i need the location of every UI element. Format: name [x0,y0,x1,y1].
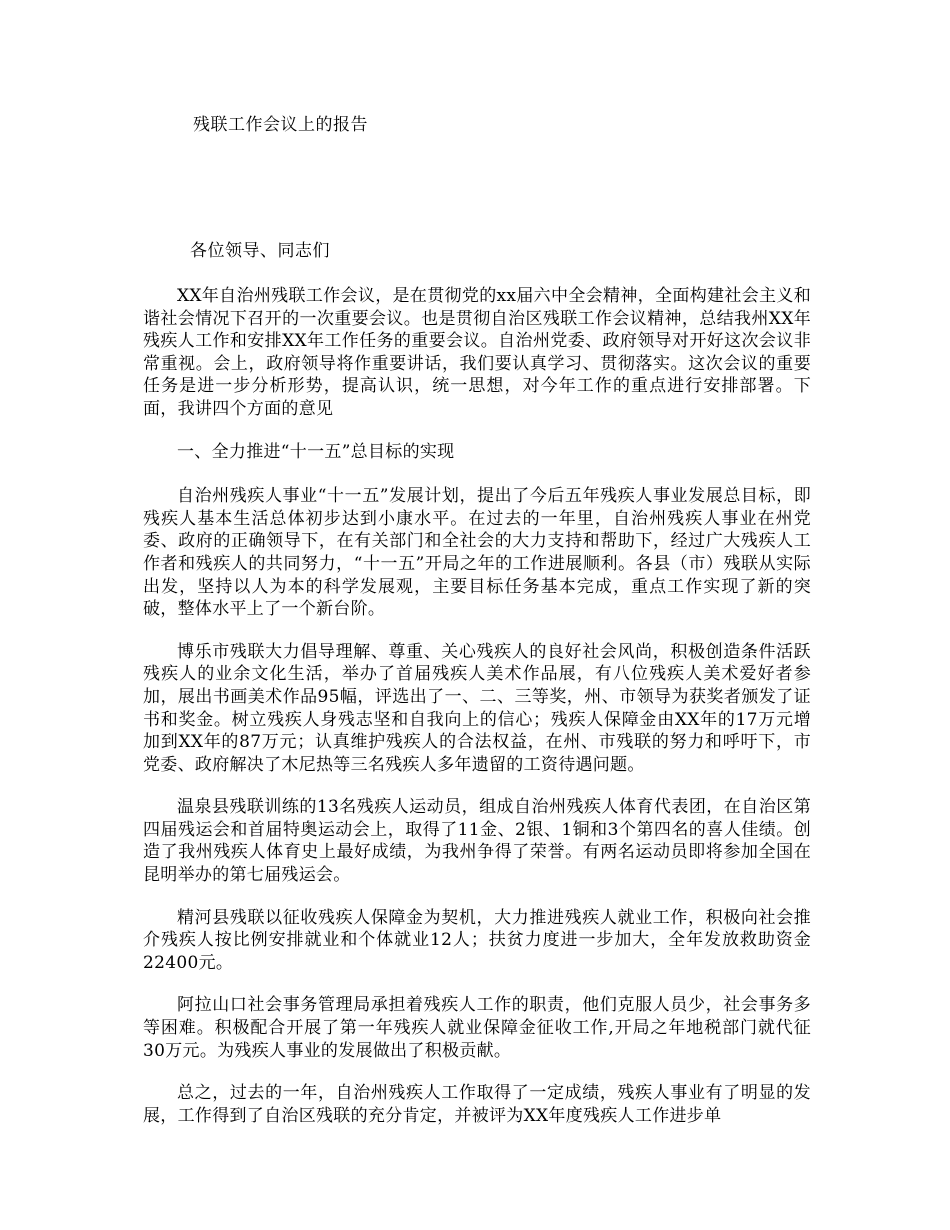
paragraph-wenquan: 温泉县残联训练的13名残疾人运动员，组成自治州残疾人体育代表团，在自治区第四届残运会和首届特奥运动会上，取得了11金、2银、1铜和3个第四名的喜人佳绩。创造了我州残疾人体育史上最好成绩，为我州争得了荣誉。有两名运动员即将参加全国在昆明举办的第七届残运会。 [143,797,811,886]
paragraph-summary: 总之，过去的一年，自治州残疾人工作取得了一定成绩，残疾人事业有了明显的发展，工作得到了自治区残联的充分肯定，并被评为XX年度残疾人工作进步单 [143,1083,811,1126]
paragraph-intro: XX年自治州残联工作会议，是在贯彻党的xx届六中全会精神，全面构建社会主义和谐社会情况下召开的一次重要会议。也是贯彻自治区残联工作会议精神，总结我州XX年残疾人工作和安排XX年工作任务的重要会议。自治州党委、政府领导对开好这次会议非常重视。会上，政府领导将作重要讲话，我们要认真学习、贯彻落实。这次会议的重要任务是进一步分析形势，提高认识，统一思想，对今年工作的重点进行安排部署。下面，我讲四个方面的意见 [143,286,811,419]
section-heading-1: 一、全力推进“十一五”总目标的实现 [177,441,455,462]
paragraph-alashankou: 阿拉山口社会事务管理局承担着残疾人工作的职责，他们克服人员少，社会事务多等困难。积极配合开展了第一年残疾人就业保障金征收工作,开局之年地税部门就代征30万元。为残疾人事业的发展做出了积极贡献。 [143,995,811,1061]
paragraph-jinghe: 精河县残联以征收残疾人保障金为契机，大力推进残疾人就业工作，积极向社会推介残疾人按比例安排就业和个体就业12人；扶贫力度进一步加大，全年发放救助资金22400元。 [143,907,811,973]
salutation: 各位领导、同志们 [190,241,330,261]
document-title: 残联工作会议上的报告 [193,115,368,135]
document-body [143,285,811,1147]
paragraph-goals: 自治州残疾人事业“十一五”发展计划，提出了今后五年残疾人事业发展总目标，即残疾人基本生活总体初步达到小康水平。在过去的一年里，自治州残疾人事业在州党委、政府的正确领导下，在有关部门和全社会的大力支持和帮助下，经过广大残疾人工作者和残疾人的共同努力，“十一五”开局之年的工作进展顺利。各县（市）残联从实际出发，坚持以人为本的科学发展观，主要目标任务基本完成，重点工作实现了新的突破，整体水平上了一个新台阶。 [143,486,811,620]
paragraph-bole: 博乐市残联大力倡导理解、尊重、关心残疾人的良好社会风尚，积极创造条件活跃残疾人的业余文化生活，举办了首届残疾人美术作品展，有八位残疾人美术爱好者参加，展出书画美术作品95幅，评选出了一、二、三等奖，州、市领导为获奖者颁发了证书和奖金。树立残疾人身残志坚和自我向上的信心；残疾人保障金由XX年的17万元增加到XX年的87万元；认真维护残疾人的合法权益，在州、市残联的努力和呼吁下，市党委、政府解决了木尼热等三名残疾人多年遗留的工资待遇问题。 [143,641,811,775]
